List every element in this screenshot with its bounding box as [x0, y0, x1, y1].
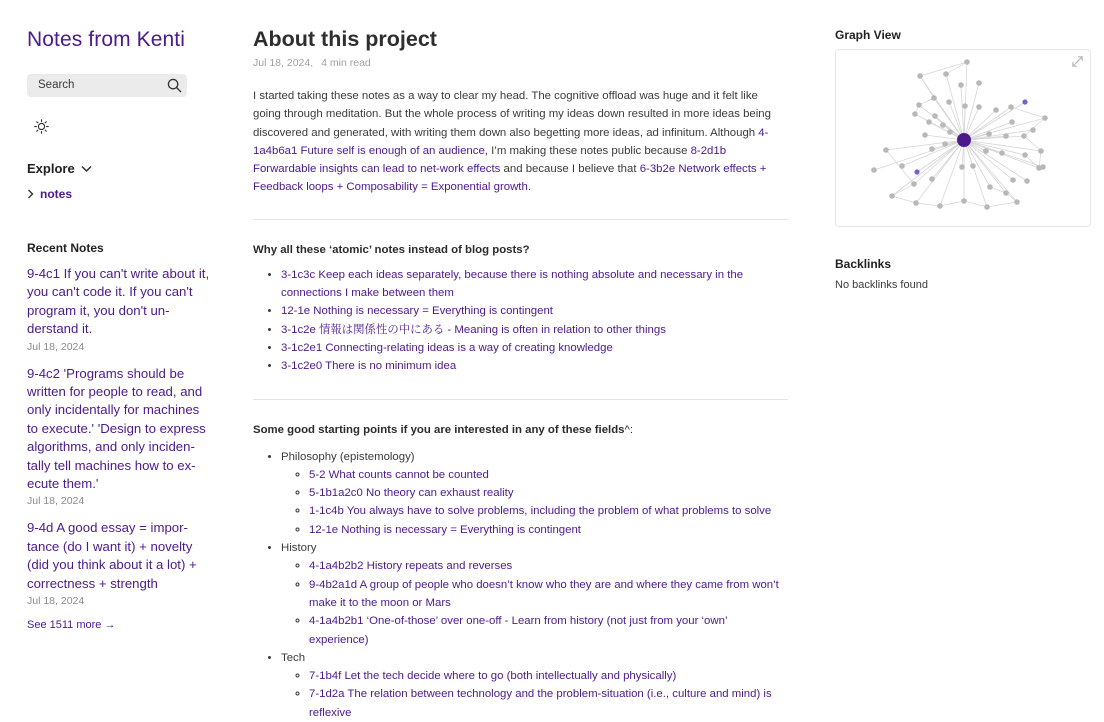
fields-list [253, 448, 788, 722]
graph-edge [920, 76, 934, 98]
recent-note [27, 265, 212, 353]
search-icon[interactable] [167, 78, 182, 93]
list-item [309, 466, 788, 484]
graph-node[interactable] [932, 113, 938, 119]
recent-note-link[interactable]: 9-4c1 If you can't write about it, you can't code it. If you can't program it, you don't un-derstand it. [27, 266, 210, 337]
list-item [309, 521, 788, 539]
left-sidebar [27, 0, 212, 631]
graph-node[interactable] [1042, 115, 1048, 121]
graph-node[interactable] [889, 193, 895, 199]
search-placeholder: Search [38, 79, 75, 91]
sun-icon[interactable] [34, 119, 49, 134]
graph-node[interactable] [883, 147, 889, 153]
graph-node[interactable] [1021, 133, 1027, 139]
graph-node[interactable] [1009, 119, 1015, 125]
graph-node[interactable] [929, 176, 935, 182]
graph-node[interactable] [1003, 133, 1009, 139]
intro-text: . [527, 181, 531, 194]
note-link[interactable]: 1-1c4b You always have to solve problems, including the problem of what problems to solve [309, 505, 772, 518]
list-item [309, 576, 788, 613]
list-item [309, 484, 788, 502]
list-item [281, 302, 788, 320]
note-link[interactable]: 4-1a4b2b2 History repeats and reverses [309, 560, 513, 573]
graph-node[interactable] [993, 107, 999, 113]
graph-node[interactable] [929, 146, 935, 152]
graph-node[interactable] [976, 80, 982, 86]
graph-edge [1011, 107, 1045, 118]
note-link[interactable]: 5-1b1a2c0 No theory can exhaust reality [309, 487, 514, 500]
see-more-link[interactable]: See 1511 more → [27, 619, 116, 632]
graph-node[interactable] [943, 71, 949, 77]
note-link[interactable]: 3-1c3c Keep each ideas separately, because there is nothing absolute and necessary in the connections I make between them [281, 268, 744, 300]
page-title: About this project [253, 27, 437, 51]
divider [253, 219, 788, 220]
field-item [281, 649, 788, 722]
graph-node[interactable] [911, 181, 917, 187]
note-link[interactable]: 4-1a4b2b1 ‘One-of-those’ over one-off - Learn from history (not just from your ‘own’ experience) [309, 615, 728, 646]
graph-node[interactable] [984, 204, 990, 210]
graph-node[interactable] [871, 167, 877, 173]
field-name: Tech [281, 651, 306, 664]
graph-node[interactable] [940, 122, 946, 128]
backlinks-empty: No backlinks found [835, 279, 928, 291]
graph-edge [964, 201, 987, 207]
note-link[interactable]: 5-2 What counts cannot be counted [309, 468, 489, 481]
note-link[interactable]: 7-1b4f Let the tech decide where to go (both intellectually and physically) [309, 670, 677, 683]
graph-edge [940, 201, 964, 206]
note-link[interactable]: 7-1d2a The relation between technology and the problem-situation (i.e., culture and mind) is reflexive [309, 688, 772, 719]
graph-node[interactable] [983, 148, 989, 154]
note-link[interactable]: 3-1c2e 情報は関係性の中にある - Meaning is often in relation to other things [281, 323, 666, 336]
graph-view[interactable] [835, 49, 1091, 227]
graph-edge [964, 140, 1027, 181]
graph-node[interactable] [1003, 190, 1009, 196]
graph-node[interactable] [1038, 148, 1044, 154]
graph-heading: Graph View [835, 28, 901, 42]
graph-node[interactable] [914, 169, 919, 174]
list-item [309, 557, 788, 575]
starting-points-heading [253, 424, 788, 436]
list-item [281, 266, 788, 303]
note-link[interactable]: 9-4b2a1d A group of people who doesn’t know who they are and where they came from won’t make it to the moon or Mars [309, 578, 779, 609]
graph-node[interactable] [946, 99, 952, 105]
expand-icon[interactable] [1071, 55, 1084, 68]
graph-node[interactable] [1024, 178, 1030, 184]
graph-node[interactable] [1040, 164, 1046, 170]
graph-node[interactable] [1022, 152, 1028, 158]
graph-node[interactable] [913, 200, 919, 206]
graph-node[interactable] [1010, 177, 1016, 183]
list-item [281, 321, 788, 339]
chevron-right-icon [27, 189, 34, 199]
recent-note-link[interactable]: 9-4c2 'Programs should be written for people to read, and only incidentally for machines to execute.' 'Design to express algorithms, and only inciden-tally tell machines how to ex-ecute them.' [27, 365, 206, 492]
graph-node[interactable] [964, 59, 970, 65]
graph-node[interactable] [962, 103, 968, 109]
field-sublist [281, 557, 788, 648]
field-name: Philosophy (epistemology) [281, 450, 415, 463]
field-sublist [281, 667, 788, 722]
graph-node[interactable] [931, 95, 937, 101]
field-name: History [281, 542, 317, 555]
search-bar[interactable] [27, 74, 187, 97]
list-item [309, 612, 788, 649]
graph-edge [892, 196, 916, 203]
graph-edge [916, 203, 940, 206]
why-heading: Why all these ‘atomic’ notes instead of blog posts? [253, 243, 530, 256]
article [253, 0, 788, 722]
note-link[interactable]: 12-1e Nothing is necessary = Everything is contingent [281, 305, 553, 318]
article-date: Jul 18, 2024, [253, 57, 314, 69]
graph-node[interactable] [926, 119, 932, 125]
intro-text: I started taking these notes as a way to clear my head. The cognitive offload was huge and it felt like going through meditation. But the whole process of writing my ideas down resulted in more ideas being discovered and generated, with writing them down also begetting more ideas, ad infinitum. Although [253, 90, 771, 139]
site-title[interactable]: Notes from Kenti [27, 28, 185, 51]
graph-node[interactable] [987, 184, 993, 190]
graph-edge [892, 184, 914, 196]
graph-node[interactable] [976, 104, 982, 110]
article-meta [253, 57, 788, 69]
graph-node[interactable] [986, 131, 992, 137]
intro-paragraph [253, 87, 788, 197]
note-link[interactable]: 3-1c2e0 There is no minimum idea [281, 360, 457, 373]
graph-node[interactable] [961, 198, 967, 204]
recent-notes-heading: Recent Notes [27, 241, 104, 255]
read-time: 4 min read [321, 57, 371, 69]
graph-node-current[interactable] [957, 133, 971, 147]
folder-notes[interactable] [27, 187, 212, 201]
recent-note-date: Jul 18, 2024 [27, 595, 85, 608]
graph-node[interactable] [959, 164, 965, 170]
footnote-ref[interactable]: ^: [624, 423, 634, 436]
right-sidebar [835, 0, 1091, 291]
graph-edge [964, 140, 990, 187]
graph-node[interactable] [1014, 199, 1020, 205]
graph-node[interactable] [999, 150, 1005, 156]
explorer-toggle[interactable] [27, 161, 212, 176]
recent-note-link[interactable]: 9-4d A good essay = impor-tance (do I want it) + novelty (did you think about it a lot) + correctness + strength [27, 520, 197, 591]
graph-node[interactable] [1030, 127, 1036, 133]
graph-node[interactable] [899, 163, 905, 169]
chevron-down-icon [81, 165, 92, 173]
graph-node[interactable] [1022, 99, 1027, 104]
note-link[interactable]: 3-1c2e1 Connecting-relating ideas is a way of creating knowledge [281, 341, 613, 354]
why-list [253, 266, 788, 376]
list-item [309, 685, 788, 722]
list-item [309, 502, 788, 520]
backlinks-heading: Backlinks [835, 257, 892, 271]
graph-edge [914, 140, 964, 184]
recent-note-date: Jul 18, 2024 [27, 340, 85, 353]
note-link[interactable]: 12-1e Nothing is necessary = Everything is contingent [309, 523, 581, 536]
graph-node[interactable] [942, 141, 948, 147]
graph-node[interactable] [916, 102, 922, 108]
internal-link[interactable]: 6-3b2e Network effects + Feedback loops + Composability = Exponential growth [253, 163, 767, 194]
list-item [281, 339, 788, 357]
folder-label: notes [40, 187, 73, 201]
recent-notes-list [27, 265, 212, 607]
graph-node[interactable] [922, 132, 928, 138]
graph-edge [946, 62, 967, 74]
graph-node[interactable] [970, 163, 976, 169]
graph-node[interactable] [912, 111, 918, 117]
internal-link[interactable]: 4-1a4b6a1 Future self is enough of an audience [253, 126, 769, 157]
intro-text: and because I believe that [500, 163, 640, 176]
field-item [281, 448, 788, 539]
graph-node[interactable] [937, 203, 943, 209]
graph-edge [874, 140, 964, 170]
list-item [281, 357, 788, 375]
graph-edge [987, 202, 1017, 207]
graph-canvas[interactable] [836, 50, 1090, 226]
explorer-label: Explore [27, 161, 75, 176]
graph-edge [940, 140, 964, 206]
internal-link[interactable]: 8-2d1b Forwardable insights can lead to net-work effects [253, 144, 727, 176]
graph-node[interactable] [958, 82, 964, 88]
graph-node[interactable] [917, 73, 923, 79]
field-sublist [281, 466, 788, 539]
field-item [281, 539, 788, 649]
graph-node[interactable] [947, 129, 953, 135]
list-item [309, 667, 788, 685]
recent-note-date: Jul 18, 2024 [27, 495, 85, 508]
graph-node[interactable] [1008, 104, 1014, 110]
intro-text: , I’m making these notes public because [484, 144, 691, 157]
recent-note [27, 519, 212, 607]
starting-points-text: Some good starting points if you are interested in any of these fields [253, 423, 625, 436]
divider [253, 399, 788, 400]
recent-note [27, 365, 212, 508]
